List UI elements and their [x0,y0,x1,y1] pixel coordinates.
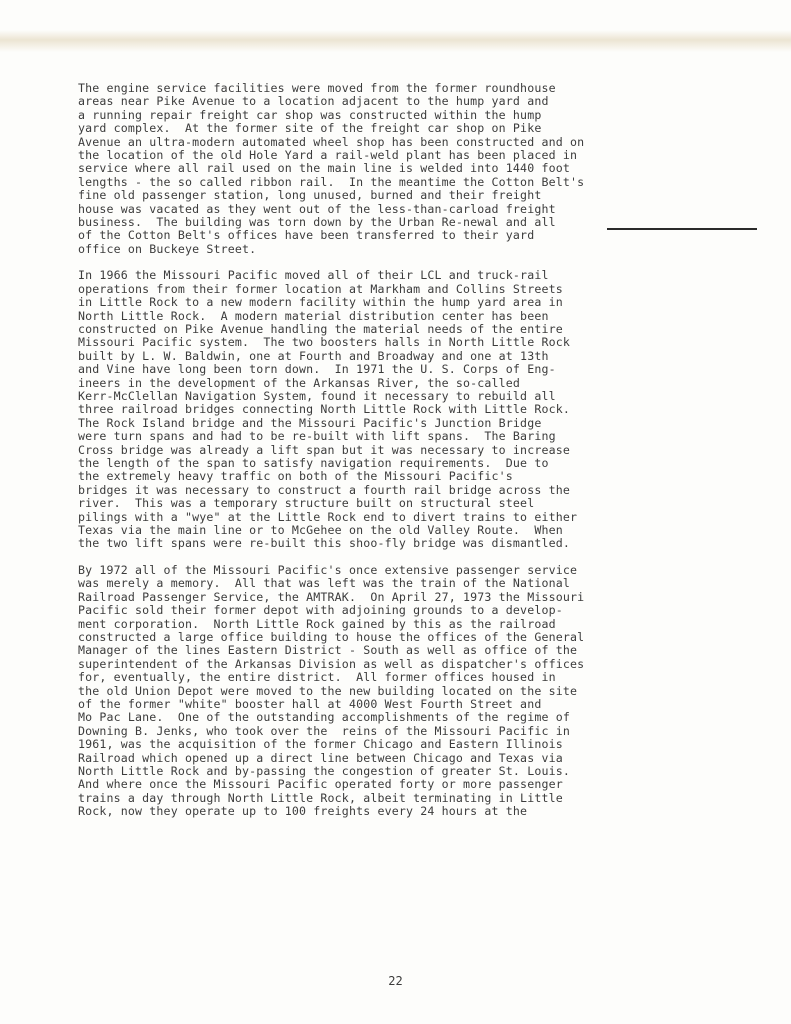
text-line: pilings with a "wye" at the Little Rock end to divert trains to either [78,509,578,524]
text-line: the length of the span to satisfy navigation requirements. Due to [78,455,549,470]
text-line: lengths - the so called ribbon rail. In the meantime the Cotton Belt's [78,174,585,189]
text-line: trains a day through North Little Rock, albeit terminating in Little [78,790,563,805]
text-line: areas near Pike Avenue to a location adjacent to the hump yard and [78,94,549,109]
text-line: In 1966 the Missouri Pacific moved all of their LCL and truck-rail [78,268,549,283]
handwritten-underline [607,228,757,230]
text-line: for, eventually, the entire district. All former offices housed in [78,670,556,685]
text-line: three railroad bridges connecting North Little Rock with Little Rock. [78,402,570,417]
text-line: Railroad Passenger Service, the AMTRAK. On April 27, 1973 the Missouri [78,589,585,604]
text-line: North Little Rock and by-passing the congestion of greater St. Louis. [78,763,570,778]
text-line: was merely a memory. All that was left was the train of the National [78,576,570,591]
text-line: And where once the Missouri Pacific operated forty or more passenger [78,777,563,792]
text-line: were turn spans and had to be re-built with lift spans. The Baring [78,429,556,444]
text-line: Railroad which opened up a direct line between Chicago and Texas via [78,750,563,765]
text-line: The Rock Island bridge and the Missouri Pacific's Junction Bridge [78,415,542,430]
text-line: Mo Pac Lane. One of the outstanding accomplishments of the regime of [78,710,570,725]
text-line: the extremely heavy traffic on both of the Missouri Pacific's [78,469,513,484]
text-line: Pacific sold their former depot with adjoining grounds to a develop- [78,603,563,618]
text-line: of the former "white" booster hall at 4000 West Fourth Street and [78,696,542,711]
text-line: Downing B. Jenks, who took over the reins of the Missouri Pacific in [78,723,570,738]
text-line: the old Union Depot were moved to the new building located on the site [78,683,578,698]
paragraph [78,82,758,256]
document-body [78,82,758,832]
text-line: ineers in the development of the Arkansas River, the so-called [78,375,521,390]
text-line: house was vacated as they went out of the less-than-carload freight [78,201,556,216]
text-line: Kerr-McClellan Navigation System, found it necessary to rebuild all [78,388,556,403]
paragraph [78,269,758,550]
text-line: Manager of the lines Eastern District - South as well as office of the [78,643,578,658]
text-line: fine old passenger station, long unused, burned and their freight [78,188,542,203]
text-line: the two lift spans were re-built this shoo-fly bridge was dismantled. [78,536,570,551]
text-line: Cross bridge was already a lift span but it was necessary to increase [78,442,570,457]
text-line: of the Cotton Belt's offices have been transferred to their yard [78,228,535,243]
text-line: service where all rail used on the main line is welded into 1440 foot [78,161,570,176]
text-line: constructed on Pike Avenue handling the material needs of the entire [78,322,563,337]
page-number: 22 [388,974,403,988]
text-line: superintendent of the Arkansas Division as well as dispatcher's offices [78,656,585,671]
text-line: a running repair freight car shop was constructed within the hump [78,107,542,122]
text-line: constructed a large office building to house the offices of the General [78,630,585,645]
text-line: yard complex. At the former site of the freight car shop on Pike [78,121,542,136]
text-line: operations from their former location at Markham and Collins Streets [78,281,563,296]
text-line: business. The building was torn down by the Urban Re-newal and all [78,214,556,229]
text-line: office on Buckeye Street. [78,241,257,256]
text-line: The engine service facilities were moved from the former roundhouse [78,81,556,95]
text-line: in Little Rock to a new modern facility within the hump yard area in [78,295,563,310]
text-line: Rock, now they operate up to 100 freights every 24 hours at the [78,804,528,819]
paragraph [78,564,758,818]
text-line: ment corporation. North Little Rock gained by this as the railroad [78,616,556,631]
text-line: 1961, was the acquisition of the former Chicago and Eastern Illinois [78,737,563,752]
text-line: bridges it was necessary to construct a fourth rail bridge across the [78,482,570,497]
text-line: and Vine have long been torn down. In 1971 the U. S. Corps of Eng- [78,362,556,377]
text-line: North Little Rock. A modern material distribution center has been [78,308,549,323]
text-line: Avenue an ultra-modern automated wheel shop has been constructed and on [78,134,585,149]
text-line: Texas via the main line or to McGehee on the old Valley Route. When [78,522,563,537]
text-line: river. This was a temporary structure built on structural steel [78,496,535,511]
text-line: By 1972 all of the Missouri Pacific's once extensive passenger service [78,563,578,578]
scan-smudge [0,30,791,52]
text-line: built by L. W. Baldwin, one at Fourth and Broadway and one at 13th [78,348,549,363]
text-line: Missouri Pacific system. The two boosters halls in North Little Rock [78,335,570,350]
text-line: the location of the old Hole Yard a rail-weld plant has been placed in [78,147,578,162]
